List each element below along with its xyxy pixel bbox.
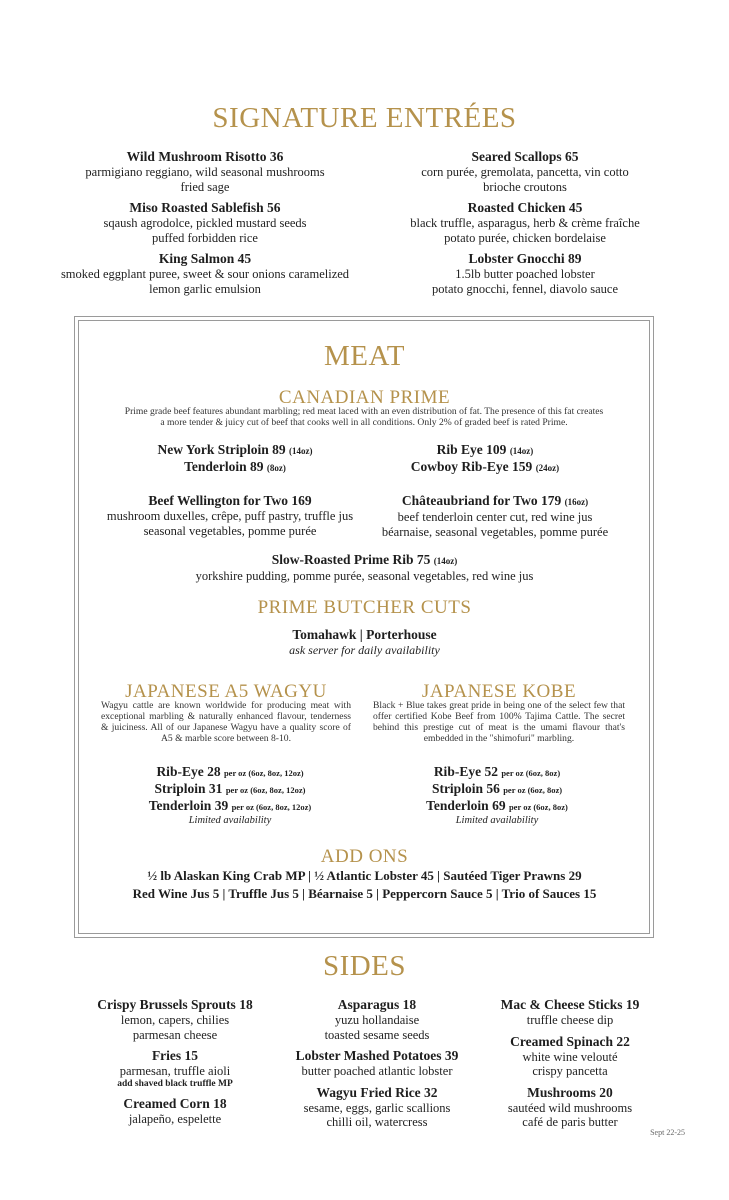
item-desc: smoked eggplant puree, sweet & sour onions caramelized <box>60 267 350 281</box>
item-desc: potato gnocchi, fennel, diavolo sauce <box>431 281 619 296</box>
sides-column-3 <box>470 997 670 1136</box>
cut-size: per oz (6oz, 8oz, 12oz) <box>231 802 312 812</box>
cut-size: (16oz) <box>564 497 589 507</box>
item-name <box>362 764 632 781</box>
menu-item <box>470 1085 670 1130</box>
cut-name: Tenderloin 69 <box>426 798 506 813</box>
cut-size: (14oz) <box>509 446 534 456</box>
item-name: Roasted Chicken 45 <box>467 200 583 215</box>
menu-item <box>375 149 675 194</box>
cut-name: Rib-Eye 28 <box>156 764 221 779</box>
cut-size: per oz (6oz, 8oz, 12oz) <box>225 785 306 795</box>
cut-size: per oz (6oz, 8oz) <box>501 768 561 778</box>
item-name: Seared Scallops 65 <box>471 149 579 164</box>
cut-size: per oz (6oz, 8oz) <box>503 785 563 795</box>
item-desc: potato purée, chicken bordelaise <box>444 230 606 245</box>
cut-name: Tenderloin 39 <box>148 798 229 813</box>
footer-date: Sept 22-25 <box>650 1128 685 1137</box>
cut-name: Striploin 31 <box>154 781 223 796</box>
item-desc: crispy pancetta <box>532 1064 608 1078</box>
canadian-right-cuts <box>375 442 595 476</box>
item-name: Creamed Corn 18 <box>123 1095 227 1111</box>
item-name: Fries 15 <box>151 1048 199 1063</box>
butcher-cuts-title: PRIME BUTCHER CUTS <box>257 597 472 618</box>
sides-column-1 <box>60 997 290 1132</box>
item-desc: lemon, capers, chilies <box>120 1013 230 1027</box>
item-desc: corn purée, gremolata, pancetta, vin cotto <box>421 165 629 179</box>
item-name: Asparagus 18 <box>337 997 417 1012</box>
prime-rib-item <box>0 552 729 584</box>
limited-availability: Limited availability <box>455 815 539 826</box>
item-desc: sesame, eggs, garlic scallions <box>303 1100 451 1115</box>
item-desc: fried sage <box>180 179 230 194</box>
item-name: Wagyu Fried Rice 32 <box>316 1084 438 1100</box>
kobe-items <box>362 764 632 826</box>
item-name <box>100 781 360 798</box>
cut-name: Striploin 56 <box>431 781 500 796</box>
item-name: Mushrooms 20 <box>527 1084 613 1100</box>
item-extra: add shaved black truffle MP <box>117 1078 233 1089</box>
note-line: a more tender & juicy cut of beef that cooks well in all conditions. Only 2% of graded beef is rated Prime. <box>160 417 568 428</box>
cut-name: Rib Eye 109 <box>436 442 507 457</box>
menu-item <box>272 997 482 1042</box>
item-name <box>375 459 595 476</box>
cut-name: New York Striploin 89 <box>157 442 286 457</box>
item-desc: parmigiano reggiano, wild seasonal mushrooms <box>85 165 325 179</box>
item-desc: parmesan, truffle aioli <box>119 1064 231 1078</box>
canadian-left-cuts <box>110 442 360 476</box>
limited-availability: Limited availability <box>188 815 272 826</box>
kobe-note: Black + Blue takes great pride in being one of the select few that offer certified Kobe Beef from 100% Tajima Cattle. The secret behind this prestige cut of meat is the umami flavour that's embedded in the "shimofuri" marbling. <box>373 700 625 744</box>
kobe-title: JAPANESE KOBE <box>421 681 577 702</box>
item-desc: parmesan cheese <box>132 1027 218 1042</box>
wagyu-items <box>100 764 360 826</box>
menu-item <box>60 1048 290 1090</box>
item-name: Wild Mushroom Risotto 36 <box>126 149 284 164</box>
item-name: Miso Roasted Sablefish 56 <box>129 200 281 215</box>
item-name <box>110 459 360 476</box>
item-desc: yorkshire pudding, pomme purée, seasonal vegetables, red wine jus <box>195 569 534 583</box>
item-name <box>100 764 360 781</box>
cut-name: Tenderloin 89 <box>184 459 264 474</box>
note-line: Prime grade beef features abundant marbling; red meat laced with an even distribution of fat. The presence of this fat creates <box>124 406 604 417</box>
cut-size: (24oz) <box>535 463 560 473</box>
cut-size: (8oz) <box>266 463 286 473</box>
butcher-cuts <box>0 627 729 658</box>
cut-name: Cowboy Rib-Eye 159 <box>410 459 533 474</box>
item-desc: black truffle, asparagus, herb & crème fraîche <box>410 216 640 230</box>
item-name: Lobster Mashed Potatoes 39 <box>295 1048 459 1063</box>
item-desc: sqaush agrodolce, pickled mustard seeds <box>103 216 307 230</box>
item-desc: 1.5lb butter poached lobster <box>455 267 595 281</box>
menu-item <box>60 1096 290 1127</box>
item-name: Beef Wellington for Two 169 <box>148 493 312 508</box>
wagyu-title: JAPANESE A5 WAGYU <box>125 681 327 702</box>
sides-column-2 <box>272 997 482 1136</box>
item-name: King Salmon 45 <box>158 251 252 266</box>
item-name <box>362 781 632 798</box>
cut-size: per oz (6oz, 8oz) <box>508 802 568 812</box>
item-desc: white wine velouté <box>522 1049 618 1064</box>
item-name <box>370 493 620 510</box>
item-name: Lobster Gnocchi 89 <box>468 251 582 266</box>
item-desc: jalapeño, espelette <box>128 1111 222 1126</box>
item-desc: chilli oil, watercress <box>326 1115 428 1129</box>
chateaubriand-item <box>370 493 620 539</box>
menu-item <box>40 251 370 296</box>
canadian-prime-title: CANADIAN PRIME <box>278 387 451 408</box>
meat-title: MEAT <box>324 340 405 372</box>
item-name-text: Châteaubriand for Two 179 <box>401 493 562 508</box>
addons-line-1: ½ lb Alaskan King Crab MP | ½ Atlantic Lobster 45 | Sautéed Tiger Prawns 29 <box>147 868 582 883</box>
item-desc: puffed forbidden rice <box>152 230 258 245</box>
menu-item <box>272 1048 482 1079</box>
item-desc: seasonal vegetables, pomme purée <box>143 523 317 538</box>
item-desc: café de paris butter <box>522 1115 618 1129</box>
menu-item <box>470 997 670 1028</box>
item-name <box>0 552 729 569</box>
canadian-prime-note <box>90 406 638 428</box>
item-name-text: Slow-Roasted Prime Rib 75 <box>271 552 431 567</box>
item-desc: lemon garlic emulsion <box>149 281 261 296</box>
item-name: Creamed Spinach 22 <box>510 1033 630 1049</box>
cut-size: (14oz) <box>289 446 313 456</box>
wellington-item <box>90 493 370 538</box>
signature-right-column <box>375 149 675 302</box>
item-desc: béarnaise, seasonal vegetables, pomme purée <box>381 524 609 539</box>
cut-size: per oz (6oz, 8oz, 12oz) <box>223 768 304 778</box>
butcher-cuts-list: Tomahawk | Porterhouse <box>292 627 437 642</box>
item-desc: sautéed wild mushrooms <box>507 1100 633 1115</box>
signature-title: SIGNATURE ENTRÉES <box>212 102 517 134</box>
butcher-cuts-note: ask server for daily availability <box>289 643 440 657</box>
menu-item <box>60 997 290 1042</box>
item-desc: beef tenderloin center cut, red wine jus <box>397 510 593 524</box>
menu-item <box>375 200 675 245</box>
menu-item <box>470 1034 670 1079</box>
item-name <box>100 798 360 815</box>
menu-item <box>40 149 370 194</box>
wagyu-note: Wagyu cattle are known worldwide for producing meat with exceptional marbling & naturally enhanced flavour, tenderness & juiciness. All of our Japanese Wagyu have a quality score of A5 & marble score between 8-10. <box>101 700 351 744</box>
item-name <box>375 442 595 459</box>
cut-name: Rib-Eye 52 <box>433 764 498 779</box>
item-desc: brioche croutons <box>483 179 567 194</box>
item-desc: toasted sesame seeds <box>324 1027 430 1042</box>
cut-size: (14oz) <box>433 556 458 566</box>
item-desc: mushroom duxelles, crêpe, puff pastry, truffle jus <box>106 509 354 523</box>
menu-item <box>40 200 370 245</box>
item-name: Crispy Brussels Sprouts 18 <box>97 997 253 1012</box>
item-name <box>110 442 360 459</box>
menu-item <box>375 251 675 296</box>
addons-title: ADD ONS <box>320 846 409 867</box>
item-name: Mac & Cheese Sticks 19 <box>500 997 640 1012</box>
addons-line-2: Red Wine Jus 5 | Truffle Jus 5 | Béarnaise 5 | Peppercorn Sauce 5 | Trio of Sauces 15 <box>132 886 597 901</box>
item-name <box>362 798 632 815</box>
item-desc: truffle cheese dip <box>526 1013 614 1027</box>
sides-title: SIDES <box>322 950 407 982</box>
menu-item <box>272 1085 482 1130</box>
item-desc: butter poached atlantic lobster <box>301 1064 453 1078</box>
signature-left-column <box>40 149 370 302</box>
item-desc: yuzu hollandaise <box>334 1013 420 1027</box>
